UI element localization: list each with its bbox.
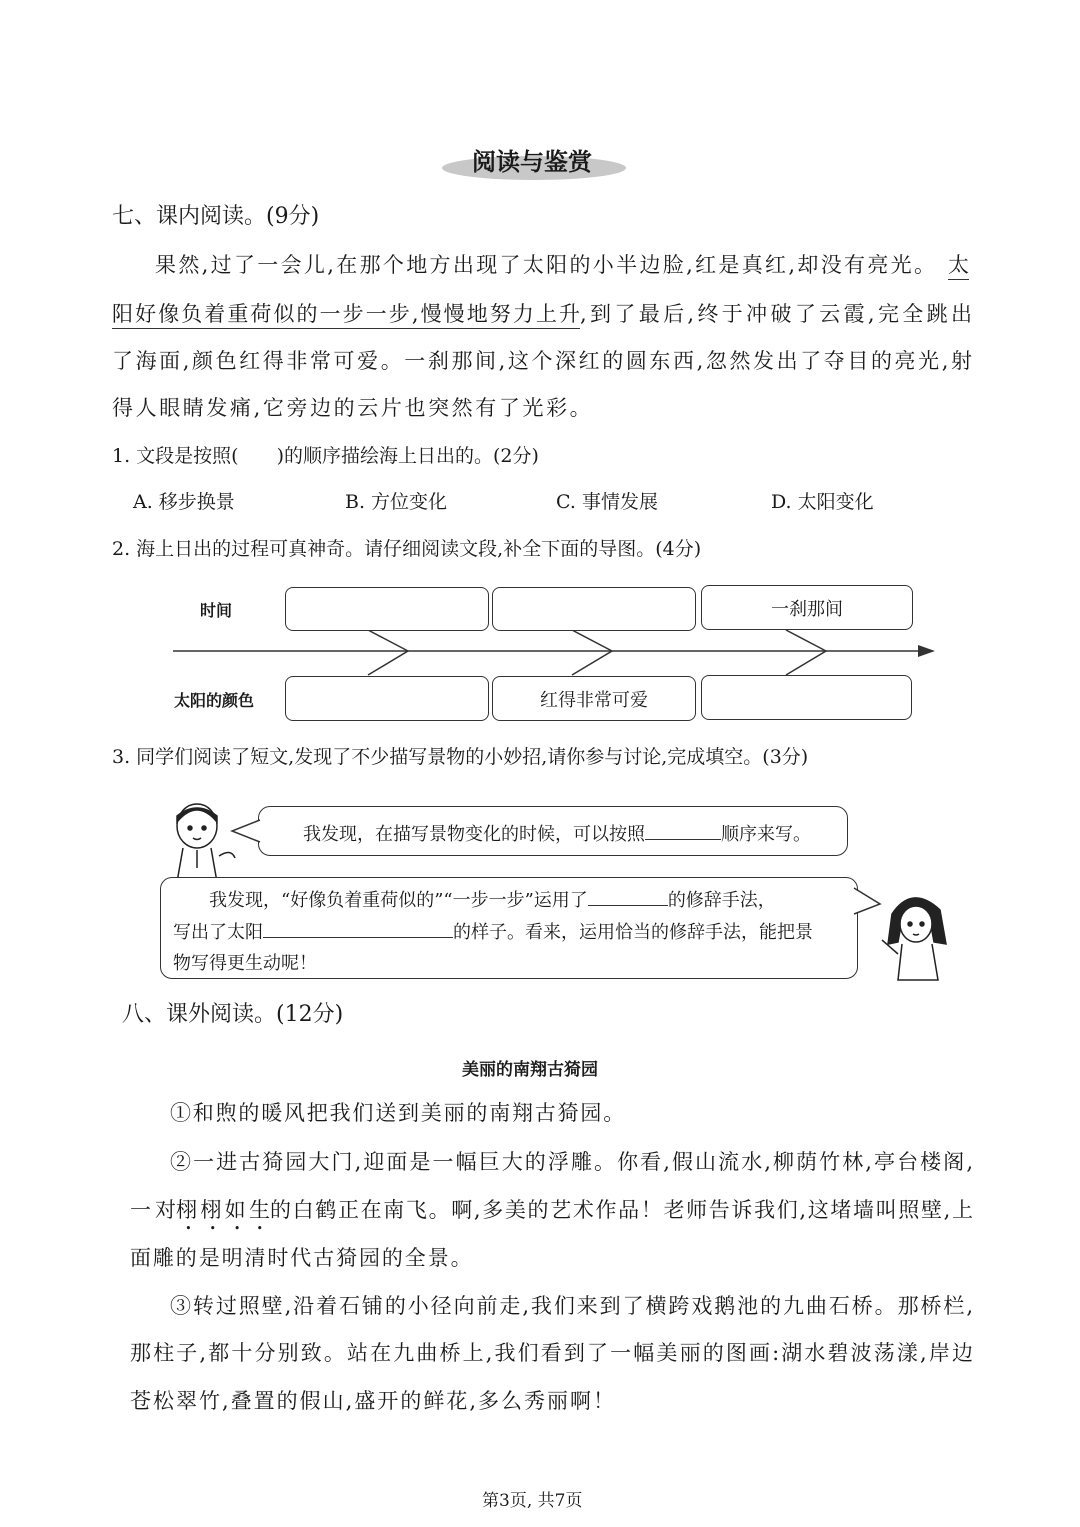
q1-option-d[interactable]: D. 太阳变化: [771, 491, 874, 513]
q1-option-a[interactable]: A. 移步换景: [133, 491, 235, 513]
blank-sun-look[interactable]: [263, 919, 453, 938]
row-label-time: 时间: [200, 601, 233, 620]
q1-text: 1. 文段是按照( )的顺序描绘海上日出的。(2分): [112, 445, 539, 467]
article-line: 面雕的是明清时代古猗园的全景。: [130, 1246, 474, 1270]
speech-bubble-1: 我发现，在描写景物变化的时候，可以按照 顺序来写。: [258, 806, 848, 856]
article-line: 那柱子,都十分别致。站在九曲桥上,我们看到了一幅美丽的图画:湖水碧波荡漾,岸边: [130, 1341, 973, 1365]
color-box-3[interactable]: [701, 675, 912, 720]
article-line: ①和煦的暖风把我们送到美丽的南翔古猗园。: [170, 1101, 626, 1125]
q1-option-c[interactable]: C. 事情发展: [556, 491, 658, 513]
passage-line: 得人眼睛发痛,它旁边的云片也突然有了光彩。: [112, 396, 594, 420]
row-label-color: 太阳的颜色: [174, 691, 255, 710]
bubble-tail: [230, 818, 262, 844]
page-footer: 第3页, 共7页: [482, 1491, 583, 1511]
part8-heading: 八、课外阅读。(12分): [122, 1002, 344, 1027]
time-box-2[interactable]: [492, 587, 696, 631]
passage-line: 阳好像负着重荷似的一步一步,慢慢地努力上升 ,到了最后,终于冲破了云霞,完全跳出: [112, 300, 972, 329]
q3-text: 3. 同学们阅读了短文,发现了不少描写景物的小妙招,请你参与讨论,完成填空。(3分): [112, 746, 809, 768]
blank-order[interactable]: [645, 821, 721, 840]
dotted-word: 栩栩如生: [176, 1198, 270, 1222]
timeline-arrow: [0, 0, 1080, 760]
article-title: 美丽的南翔古猗园: [462, 1060, 598, 1080]
part7-heading: 七、课内阅读。(9分): [112, 204, 320, 229]
girl-illustration-icon: [872, 884, 958, 984]
article-line: ③转过照壁,沿着石铺的小径向前走,我们来到了横跨戏鹅池的九曲石桥。那桥栏,: [170, 1294, 973, 1318]
time-box-3: 一刹那间: [701, 585, 913, 630]
article-line: ②一进古猗园大门,迎面是一幅巨大的浮雕。你看,假山流水,柳荫竹林,亭台楼阁,: [170, 1150, 973, 1174]
passage-underlined: 阳好像负着重荷似的一步一步,慢慢地努力上升: [112, 300, 580, 329]
section-banner: 阅读与鉴赏: [472, 148, 592, 176]
article-line: 苍松翠竹,叠置的假山,盛开的鲜花,多么秀丽啊！: [130, 1389, 617, 1413]
q2-text: 2. 海上日出的过程可真神奇。请仔细阅读文段,补全下面的导图。(4分): [112, 538, 702, 560]
passage-line: 了海面,颜色红得非常可爱。一刹那间,这个深红的圆东西,忽然发出了夺目的亮光,射: [112, 349, 972, 373]
article-line: 一对 栩栩如生 的白鹤正在南飞。啊,多美的艺术作品！老师告诉我们,这堵墙叫照壁,上: [130, 1196, 973, 1235]
passage-underlined: 太: [948, 251, 969, 280]
q1-option-b[interactable]: B. 方位变化: [345, 491, 448, 513]
blank-rhetoric[interactable]: [588, 887, 668, 906]
color-box-1[interactable]: [285, 676, 489, 721]
time-box-1[interactable]: [285, 587, 489, 631]
color-box-2: 红得非常可爱: [492, 676, 696, 721]
speech-bubble-2: 我发现，“好像负着重荷似的”“一步一步”运用了 的修辞手法， 写出了太阳 的样子。看来，运用恰当的修辞手法，能把景 物写得更生动呢！: [160, 877, 858, 979]
passage-line: 果然,过了一会儿,在那个地方出现了太阳的小半边脸,红是真红,却没有亮光。: [155, 253, 935, 277]
